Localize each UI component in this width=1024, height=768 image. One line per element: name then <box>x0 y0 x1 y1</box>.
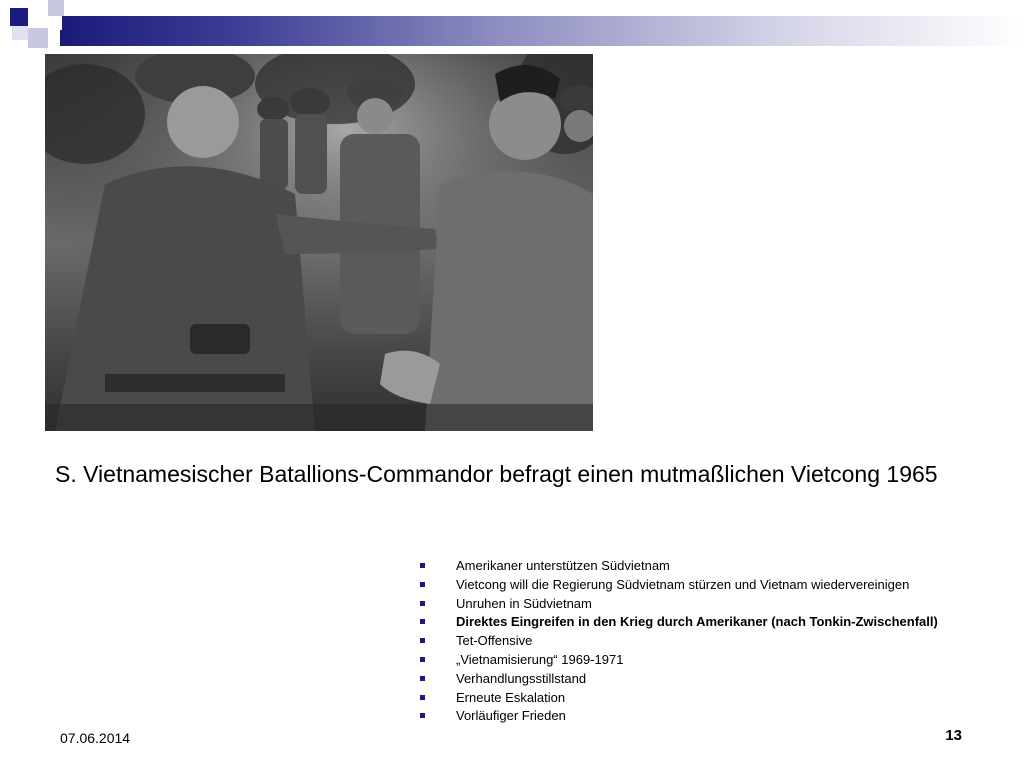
bullet-square-icon <box>420 563 425 568</box>
header-gradient-bar <box>60 16 1024 46</box>
bullet-text: „Vietnamisierung“ 1969-1971 <box>456 651 624 667</box>
bullet-square-icon <box>420 676 425 681</box>
bullet-item <box>418 557 1008 576</box>
bullet-square-icon <box>420 619 425 624</box>
footer-date: 07.06.2014 <box>60 730 131 746</box>
header-square <box>12 26 28 40</box>
bullet-text: Unruhen in Südvietnam <box>456 595 592 611</box>
header-square <box>48 0 64 16</box>
bullet-text: Vorläufiger Frieden <box>456 708 566 724</box>
bullet-item <box>418 613 1008 632</box>
bullet-square-icon <box>420 582 425 587</box>
historical-photo <box>45 54 593 431</box>
bullet-item <box>418 632 1008 651</box>
page-number: 13 <box>945 727 962 744</box>
header-square <box>28 28 48 48</box>
bullet-item <box>418 689 1008 708</box>
bullet-text: Amerikaner unterstützen Südvietnam <box>456 558 670 573</box>
bullet-square-icon <box>420 713 425 718</box>
bullet-square-icon <box>420 638 425 643</box>
bullet-square-icon <box>420 601 425 606</box>
header-square <box>10 8 28 26</box>
bullet-text: Verhandlungsstillstand <box>456 670 587 686</box>
bullet-list <box>418 557 1008 726</box>
header-square <box>28 0 48 28</box>
bullet-text: Vietcong will die Regierung Südvietnam stürzen und Vietnam wiedervereinigen <box>456 576 910 592</box>
bullet-item <box>418 707 1008 726</box>
bullet-square-icon <box>420 695 425 700</box>
header-square <box>48 16 62 30</box>
bullet-item <box>418 595 1008 614</box>
bullet-text: Direktes Eingreifen in den Krieg durch Amerikaner (nach Tonkin-Zwischenfall) <box>456 614 938 630</box>
bullet-item <box>418 651 1008 670</box>
bullet-item <box>418 576 1008 595</box>
photo-caption: S. Vietnamesischer Batallions-Commandor befragt einen mutmaßlichen Vietcong 1965 <box>55 461 938 487</box>
bullet-item <box>418 670 1008 689</box>
photo-illustration <box>45 54 593 431</box>
bullet-text: Erneute Eskalation <box>456 689 566 705</box>
bullet-square-icon <box>420 657 425 662</box>
bullet-text: Tet-Offensive <box>456 633 533 649</box>
